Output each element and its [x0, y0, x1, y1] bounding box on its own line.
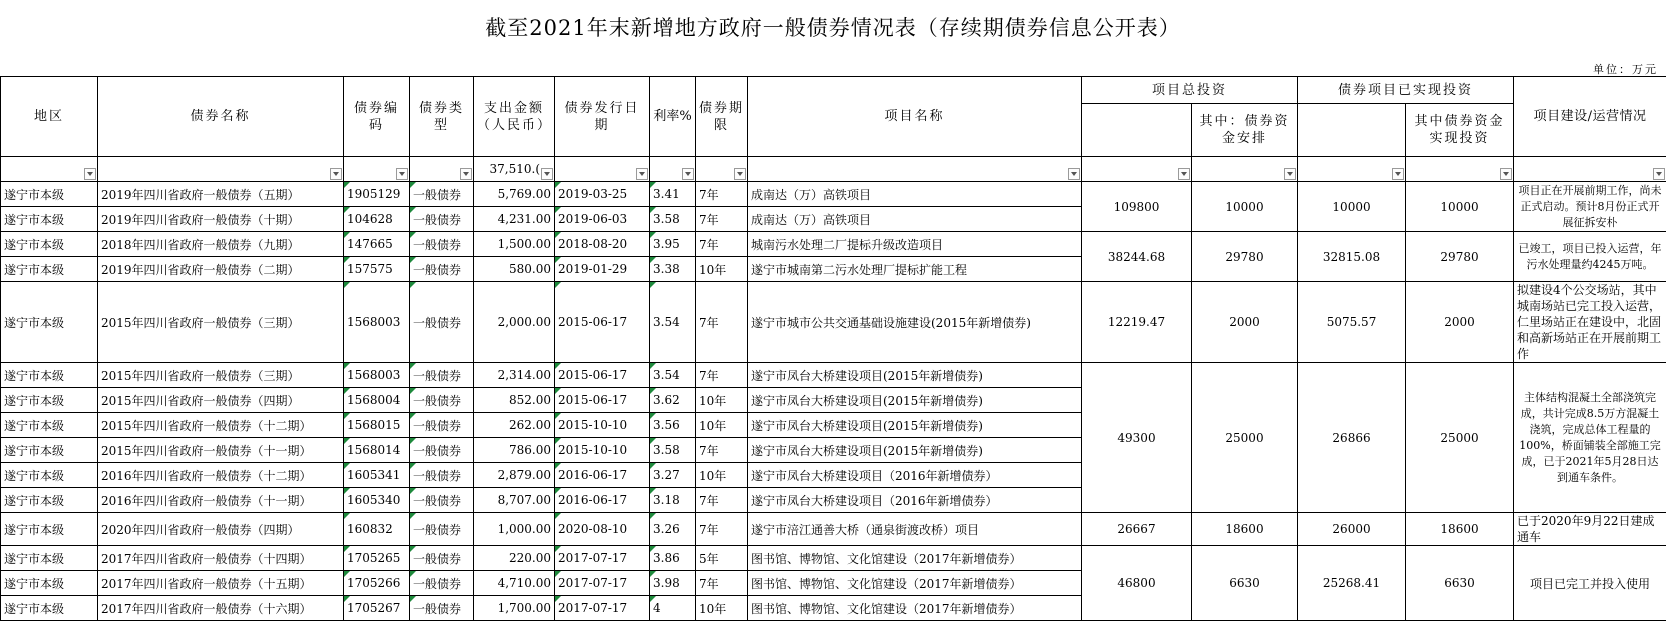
cell-term[interactable]: 7年	[696, 438, 748, 463]
cell-term[interactable]: 10年	[696, 388, 748, 413]
cell-project[interactable]: 遂宁市涪江通善大桥（通泉街渡改桥）项目	[748, 513, 1082, 546]
cell-bond-name[interactable]: 2019年四川省政府一般债券（五期）	[98, 182, 344, 207]
header-amount: 支出金额（人民币）	[474, 77, 555, 157]
cell-amount[interactable]: 2,879.00	[474, 463, 555, 488]
cell-issue-date[interactable]: 2019-03-25	[555, 182, 650, 207]
cell-bond-name[interactable]: 2017年四川省政府一般债券（十五期）	[98, 571, 344, 596]
filter-cell-term	[696, 157, 748, 182]
cell-term[interactable]: 7年	[696, 363, 748, 388]
filter-dropdown-icon[interactable]	[460, 168, 472, 180]
cell-region[interactable]: 遂宁市本级	[1, 463, 98, 488]
cell-bond-type[interactable]: 一般债券	[410, 282, 474, 363]
cell-issue-date[interactable]: 2016-06-17	[555, 463, 650, 488]
cell-rate[interactable]: 3.58	[650, 207, 696, 232]
table-body	[1, 182, 1666, 621]
cell-total-investment[interactable]: 12219.47	[1082, 282, 1192, 363]
cell-bond-name[interactable]: 2018年四川省政府一般债券（九期）	[98, 232, 344, 257]
cell-status[interactable]: 已于2020年9月22日建成通车	[1514, 513, 1666, 546]
filter-dropdown-icon[interactable]	[396, 168, 408, 180]
cell-realized-investment[interactable]: 5075.57	[1298, 282, 1406, 363]
cell-status[interactable]: 主体结构混凝土全部浇筑完成，共计完成8.5万方混凝土浇筑，完成总体工程量的100%，桥面铺装全部施工完成，已于2021年5月28日达到通车条件。	[1514, 363, 1666, 513]
header-term: 债券期限	[696, 77, 748, 157]
cell-region[interactable]: 遂宁市本级	[1, 413, 98, 438]
cell-status[interactable]: 项目已完工并投入使用	[1514, 546, 1666, 621]
cell-amount[interactable]: 1,500.00	[474, 232, 555, 257]
cell-amount[interactable]: 2,314.00	[474, 363, 555, 388]
filter-dropdown-icon[interactable]	[1068, 168, 1080, 180]
cell-amount[interactable]: 4,231.00	[474, 207, 555, 232]
cell-project[interactable]: 成南达（万）高铁项目	[748, 207, 1082, 232]
cell-project[interactable]: 成南达（万）高铁项目	[748, 182, 1082, 207]
cell-amount[interactable]: 2,000.00	[474, 282, 555, 363]
cell-issue-date[interactable]: 2015-10-10	[555, 413, 650, 438]
cell-rate[interactable]: 3.26	[650, 513, 696, 546]
cell-issue-date[interactable]: 2017-07-17	[555, 546, 650, 571]
cell-issue-date[interactable]: 2017-07-17	[555, 596, 650, 621]
cell-total-investment[interactable]: 38244.68	[1082, 232, 1192, 282]
cell-region[interactable]: 遂宁市本级	[1, 596, 98, 621]
filter-dropdown-icon[interactable]	[1500, 168, 1512, 180]
cell-issue-date[interactable]: 2016-06-17	[555, 488, 650, 513]
cell-bond-code[interactable]: 104628	[344, 207, 410, 232]
cell-bond-type[interactable]: 一般债券	[410, 413, 474, 438]
cell-term[interactable]: 10年	[696, 463, 748, 488]
cell-bond-code[interactable]: 1568014	[344, 438, 410, 463]
cell-issue-date[interactable]: 2015-06-17	[555, 388, 650, 413]
header-rate: 利率%	[650, 77, 696, 157]
cell-region[interactable]: 遂宁市本级	[1, 513, 98, 546]
filter-dropdown-icon[interactable]	[1284, 168, 1296, 180]
cell-project[interactable]: 遂宁市城市公共交通基础设施建设(2015年新增债券)	[748, 282, 1082, 363]
cell-project[interactable]: 城南污水处理二厂提标升级改造项目	[748, 232, 1082, 257]
cell-bond-name[interactable]: 2015年四川省政府一般债券（三期）	[98, 363, 344, 388]
cell-project[interactable]: 图书馆、博物馆、文化馆建设（2017年新增债券）	[748, 596, 1082, 621]
cell-region[interactable]: 遂宁市本级	[1, 257, 98, 282]
filter-cell-rate	[650, 157, 696, 182]
cell-amount[interactable]: 1,000.00	[474, 513, 555, 546]
cell-bond-code[interactable]: 1568004	[344, 388, 410, 413]
filter-cell-realized-investment	[1298, 157, 1406, 182]
cell-rate[interactable]: 3.98	[650, 571, 696, 596]
cell-bond-type[interactable]: 一般债券	[410, 207, 474, 232]
cell-project[interactable]: 遂宁市凤台大桥建设项目(2015年新增债券)	[748, 388, 1082, 413]
cell-of-which-bond[interactable]: 29780	[1192, 232, 1298, 282]
cell-project[interactable]: 遂宁市凤台大桥建设项目（2016年新增债券）	[748, 488, 1082, 513]
cell-term[interactable]: 7年	[696, 207, 748, 232]
cell-rate[interactable]: 3.38	[650, 257, 696, 282]
cell-rate[interactable]: 3.18	[650, 488, 696, 513]
cell-amount[interactable]: 580.00	[474, 257, 555, 282]
header-row-1	[1, 77, 1666, 104]
cell-bond-name[interactable]: 2017年四川省政府一般债券（十四期）	[98, 546, 344, 571]
cell-bond-name[interactable]: 2019年四川省政府一般债券（十期）	[98, 207, 344, 232]
cell-region[interactable]: 遂宁市本级	[1, 571, 98, 596]
filter-cell-bond-code	[344, 157, 410, 182]
table-row	[1, 546, 1666, 571]
cell-bond-name[interactable]: 2020年四川省政府一般债券（四期）	[98, 513, 344, 546]
cell-term[interactable]: 10年	[696, 596, 748, 621]
filter-cell-region	[1, 157, 98, 182]
filter-cell-issue-date	[555, 157, 650, 182]
cell-of-which-bond-realized[interactable]: 6630	[1406, 546, 1514, 621]
cell-bond-type[interactable]: 一般债券	[410, 463, 474, 488]
cell-of-which-bond-realized[interactable]: 29780	[1406, 232, 1514, 282]
cell-bond-name[interactable]: 2016年四川省政府一般债券（十二期）	[98, 463, 344, 488]
cell-term[interactable]: 7年	[696, 488, 748, 513]
cell-rate[interactable]: 3.95	[650, 232, 696, 257]
cell-bond-type[interactable]: 一般债券	[410, 257, 474, 282]
cell-rate[interactable]: 3.62	[650, 388, 696, 413]
cell-bond-code[interactable]: 157575	[344, 257, 410, 282]
header-bond-name: 债券名称	[98, 77, 344, 157]
cell-term[interactable]: 5年	[696, 546, 748, 571]
header-realized-investment: 债券项目已实现投资	[1298, 77, 1514, 104]
cell-bond-code[interactable]: 1705267	[344, 596, 410, 621]
cell-of-which-bond-realized[interactable]: 25000	[1406, 363, 1514, 513]
cell-rate[interactable]: 3.54	[650, 282, 696, 363]
cell-term[interactable]: 7年	[696, 182, 748, 207]
cell-term[interactable]: 10年	[696, 257, 748, 282]
cell-issue-date[interactable]: 2017-07-17	[555, 571, 650, 596]
header-total-investment: 项目总投资	[1082, 77, 1298, 104]
filter-dropdown-icon[interactable]	[636, 168, 648, 180]
cell-issue-date[interactable]: 2019-06-03	[555, 207, 650, 232]
cell-region[interactable]: 遂宁市本级	[1, 207, 98, 232]
filter-dropdown-icon[interactable]	[1392, 168, 1404, 180]
cell-realized-investment[interactable]: 10000	[1298, 182, 1406, 232]
amount-total: 37,510.(	[489, 162, 540, 176]
cell-of-which-bond[interactable]: 18600	[1192, 513, 1298, 546]
filter-cell-of-which-bond	[1192, 157, 1298, 182]
table-row	[1, 282, 1666, 363]
cell-realized-investment[interactable]: 25268.41	[1298, 546, 1406, 621]
cell-region[interactable]: 遂宁市本级	[1, 488, 98, 513]
cell-bond-code[interactable]: 1705266	[344, 571, 410, 596]
cell-rate[interactable]: 3.58	[650, 438, 696, 463]
cell-bond-code[interactable]: 1905129	[344, 182, 410, 207]
filter-dropdown-icon[interactable]	[682, 168, 694, 180]
cell-term[interactable]: 7年	[696, 232, 748, 257]
cell-project[interactable]: 遂宁市凤台大桥建设项目（2016年新增债券）	[748, 463, 1082, 488]
cell-bond-code[interactable]: 147665	[344, 232, 410, 257]
bond-table	[0, 76, 1666, 621]
cell-term[interactable]: 7年	[696, 571, 748, 596]
cell-rate[interactable]: 3.86	[650, 546, 696, 571]
filter-dropdown-icon[interactable]	[541, 168, 553, 180]
filter-cell-bond-name	[98, 157, 344, 182]
cell-term[interactable]: 10年	[696, 413, 748, 438]
header-total-investment-sub	[1082, 104, 1192, 157]
cell-total-investment[interactable]: 26667	[1082, 513, 1192, 546]
cell-rate[interactable]: 3.41	[650, 182, 696, 207]
cell-issue-date[interactable]: 2015-10-10	[555, 438, 650, 463]
filter-dropdown-icon[interactable]	[330, 168, 342, 180]
cell-rate[interactable]: 3.54	[650, 363, 696, 388]
cell-term[interactable]: 7年	[696, 513, 748, 546]
cell-total-investment[interactable]: 49300	[1082, 363, 1192, 513]
header-status: 项目建设/运营情况	[1514, 77, 1666, 157]
cell-bond-type[interactable]: 一般债券	[410, 363, 474, 388]
header-bond-code: 债券编码	[344, 77, 410, 157]
filter-dropdown-icon[interactable]	[1178, 168, 1190, 180]
cell-region[interactable]: 遂宁市本级	[1, 438, 98, 463]
cell-of-which-bond[interactable]: 25000	[1192, 363, 1298, 513]
cell-bond-name[interactable]: 2015年四川省政府一般债券（三期）	[98, 282, 344, 363]
cell-bond-type[interactable]: 一般债券	[410, 182, 474, 207]
cell-region[interactable]: 遂宁市本级	[1, 182, 98, 207]
cell-project[interactable]: 遂宁市城南第二污水处理厂提标扩能工程	[748, 257, 1082, 282]
cell-amount[interactable]: 5,769.00	[474, 182, 555, 207]
cell-bond-type[interactable]: 一般债券	[410, 596, 474, 621]
cell-project[interactable]: 遂宁市凤台大桥建设项目(2015年新增债券)	[748, 438, 1082, 463]
cell-bond-code[interactable]: 1705265	[344, 546, 410, 571]
cell-region[interactable]: 遂宁市本级	[1, 388, 98, 413]
filter-dropdown-icon[interactable]	[84, 168, 96, 180]
cell-bond-type[interactable]: 一般债券	[410, 546, 474, 571]
filter-cell-of-which-bond-realized	[1406, 157, 1514, 182]
cell-bond-name[interactable]: 2015年四川省政府一般债券（十一期）	[98, 438, 344, 463]
filter-dropdown-icon[interactable]	[734, 168, 746, 180]
filter-cell-total-investment	[1082, 157, 1192, 182]
cell-total-investment[interactable]: 46800	[1082, 546, 1192, 621]
table-row	[1, 232, 1666, 257]
cell-project[interactable]: 图书馆、博物馆、文化馆建设（2017年新增债券）	[748, 571, 1082, 596]
cell-status[interactable]: 项目正在开展前期工作，尚未正式启动。预计8月份正式开展征拆安朴	[1514, 182, 1666, 232]
cell-issue-date[interactable]: 2015-06-17	[555, 363, 650, 388]
header-of-which-bond-realized: 其中债券资金实现投资	[1406, 104, 1514, 157]
header-project: 项目名称	[748, 77, 1082, 157]
cell-status[interactable]: 拟建设4个公交场站，其中城南场站已完工投入运营，仁里场站正在建设中，北固和高新场站正在开展前期工作	[1514, 282, 1666, 363]
filter-row	[1, 157, 1666, 182]
cell-project[interactable]: 遂宁市凤台大桥建设项目(2015年新增债券)	[748, 413, 1082, 438]
header-bond-type: 债券类型	[410, 77, 474, 157]
table-row	[1, 182, 1666, 207]
cell-of-which-bond[interactable]: 6630	[1192, 546, 1298, 621]
cell-project[interactable]: 图书馆、博物馆、文化馆建设（2017年新增债券）	[748, 546, 1082, 571]
cell-of-which-bond-realized[interactable]: 2000	[1406, 282, 1514, 363]
filter-cell-project	[748, 157, 1082, 182]
cell-project[interactable]: 遂宁市凤台大桥建设项目(2015年新增债券)	[748, 363, 1082, 388]
filter-dropdown-icon[interactable]	[1653, 168, 1665, 180]
cell-of-which-bond-realized[interactable]: 18600	[1406, 513, 1514, 546]
cell-rate[interactable]: 3.27	[650, 463, 696, 488]
cell-bond-code[interactable]: 1605341	[344, 463, 410, 488]
cell-bond-code[interactable]: 1568015	[344, 413, 410, 438]
table-row	[1, 363, 1666, 388]
cell-amount[interactable]: 1,700.00	[474, 596, 555, 621]
cell-bond-type[interactable]: 一般债券	[410, 438, 474, 463]
cell-bond-type[interactable]: 一般债券	[410, 571, 474, 596]
cell-bond-name[interactable]: 2015年四川省政府一般债券（四期）	[98, 388, 344, 413]
cell-bond-name[interactable]: 2016年四川省政府一般债券（十一期）	[98, 488, 344, 513]
cell-issue-date[interactable]: 2015-06-17	[555, 282, 650, 363]
cell-amount[interactable]: 786.00	[474, 438, 555, 463]
cell-bond-type[interactable]: 一般债券	[410, 488, 474, 513]
cell-region[interactable]: 遂宁市本级	[1, 282, 98, 363]
cell-amount[interactable]: 220.00	[474, 546, 555, 571]
header-issue-date: 债券发行日期	[555, 77, 650, 157]
cell-rate[interactable]: 4	[650, 596, 696, 621]
cell-realized-investment[interactable]: 32815.08	[1298, 232, 1406, 282]
cell-region[interactable]: 遂宁市本级	[1, 232, 98, 257]
cell-amount[interactable]: 8,707.00	[474, 488, 555, 513]
cell-amount[interactable]: 4,710.00	[474, 571, 555, 596]
cell-bond-name[interactable]: 2017年四川省政府一般债券（十六期）	[98, 596, 344, 621]
header-realized-investment-sub	[1298, 104, 1406, 157]
cell-bond-code[interactable]: 1568003	[344, 363, 410, 388]
cell-term[interactable]: 7年	[696, 282, 748, 363]
cell-amount[interactable]: 852.00	[474, 388, 555, 413]
filter-cell-status	[1514, 157, 1666, 182]
cell-region[interactable]: 遂宁市本级	[1, 363, 98, 388]
cell-realized-investment[interactable]: 26000	[1298, 513, 1406, 546]
cell-bond-name[interactable]: 2015年四川省政府一般债券（十二期）	[98, 413, 344, 438]
page-title: 截至2021年末新增地方政府一般债券情况表（存续期债券信息公开表）	[485, 16, 1181, 40]
cell-issue-date[interactable]: 2020-08-10	[555, 513, 650, 546]
cell-issue-date[interactable]: 2018-08-20	[555, 232, 650, 257]
cell-amount[interactable]: 262.00	[474, 413, 555, 438]
filter-cell-bond-type	[410, 157, 474, 182]
table-row	[1, 513, 1666, 546]
cell-status[interactable]: 已竣工，项目已投入运营，年污水处理量约4245万吨。	[1514, 232, 1666, 282]
cell-rate[interactable]: 3.56	[650, 413, 696, 438]
cell-of-which-bond-realized[interactable]: 10000	[1406, 182, 1514, 232]
cell-bond-name[interactable]: 2019年四川省政府一般债券（二期）	[98, 257, 344, 282]
header-of-which-bond: 其中：债券资金安排	[1192, 104, 1298, 157]
cell-total-investment[interactable]: 109800	[1082, 182, 1192, 232]
cell-bond-type[interactable]: 一般债券	[410, 388, 474, 413]
cell-issue-date[interactable]: 2019-01-29	[555, 257, 650, 282]
cell-bond-code[interactable]: 160832	[344, 513, 410, 546]
cell-bond-code[interactable]: 1605340	[344, 488, 410, 513]
unit-label: 单位：万元	[1593, 63, 1658, 76]
cell-of-which-bond[interactable]: 10000	[1192, 182, 1298, 232]
filter-cell-amount	[474, 157, 555, 182]
cell-of-which-bond[interactable]: 2000	[1192, 282, 1298, 363]
cell-bond-code[interactable]: 1568003	[344, 282, 410, 363]
cell-region[interactable]: 遂宁市本级	[1, 546, 98, 571]
cell-realized-investment[interactable]: 26866	[1298, 363, 1406, 513]
cell-bond-type[interactable]: 一般债券	[410, 232, 474, 257]
cell-bond-type[interactable]: 一般债券	[410, 513, 474, 546]
header-region: 地区	[1, 77, 98, 157]
